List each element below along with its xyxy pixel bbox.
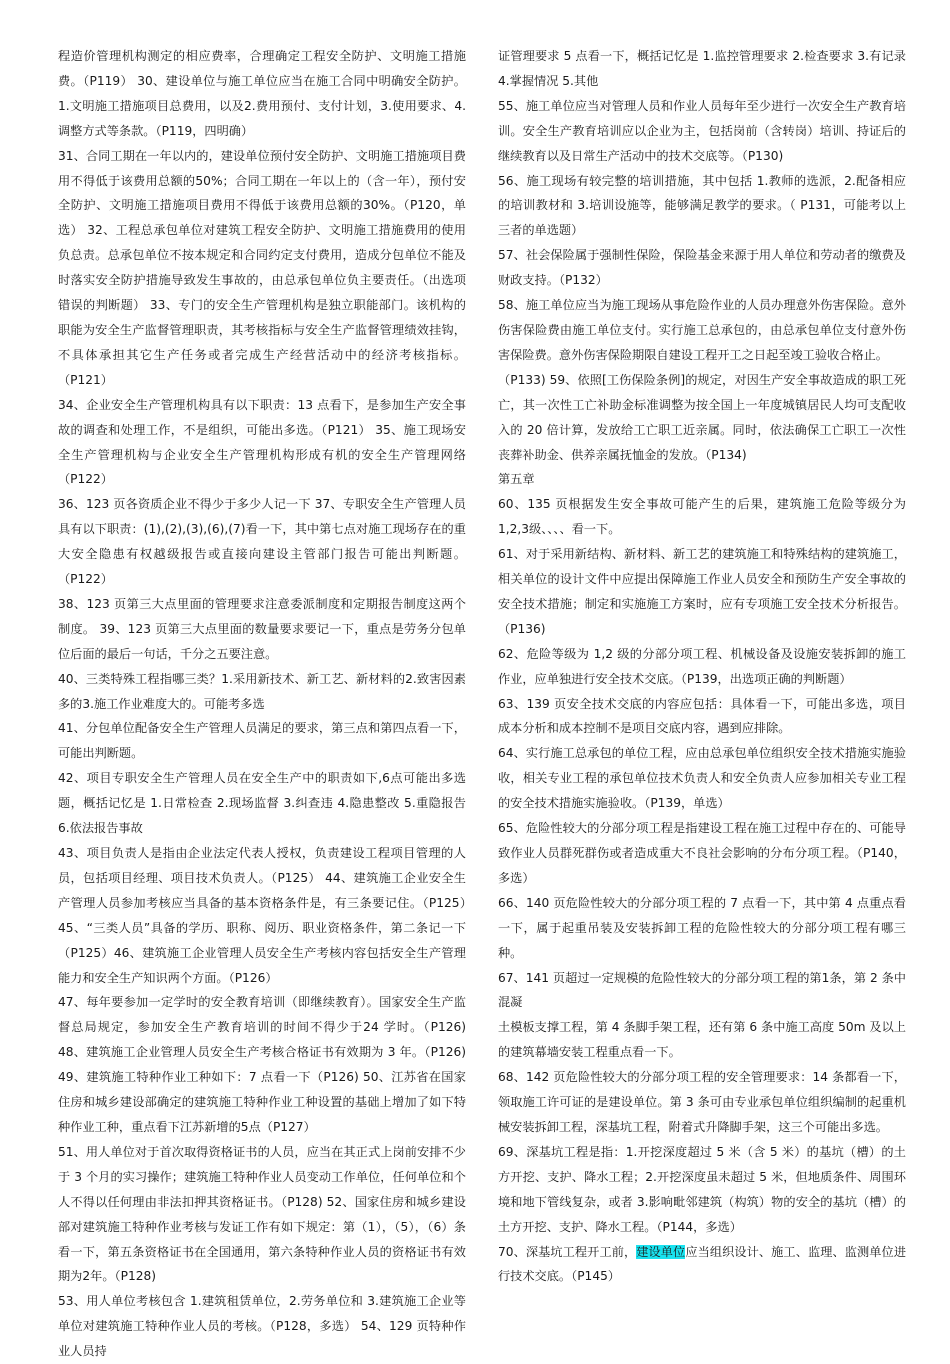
paragraph-last	[498, 1240, 906, 1290]
paragraph: 60、135 页根据发生安全事故可能产生的后果，建筑施工危险等级分为 1,2,3级、、、、看一下。	[498, 497, 906, 537]
paragraph: 58、施工单位应当为施工现场从事危险作业的人员办理意外伤害保险。意外伤害保险费由施工单位支付。实行施工总承包的，由总承包单位支付意外伤害保险费。意外伤害保险期限自建设工程开工之日起至竣工验收合格止。	[498, 298, 906, 362]
paragraph-text: 应当组织设计、施工、监理、监测单位进行技术交底。（P145）	[498, 1244, 907, 1284]
paragraph: （P133) 59、依照[工伤保险条例]的规定，对因生产安全事故造成的职工死亡，其一次性工亡补助金标准调整为按全国上一年度城镇居民人均可支配收入的 20 倍计算，发放给工亡职工近亲属。同时，依法确保工亡职工一次性丧葬补助金、供养亲属抚恤金的发放。（P134)	[498, 372, 906, 462]
document-page	[58, 44, 907, 1359]
paragraph: 36、123 页各资质企业不得少于多少人记一下 37、专职安全生产管理人员具有以下职责：(1),(2),(3),(6),(7)看一下，其中第七点对施工现场存在的重大安全隐患有权越级报告或直接向建设主管部门报告可能出判断题。（P122）	[58, 497, 466, 587]
paragraph: 土模板支撑工程，第 4 条脚手架工程，还有第 6 条中施工高度 50m 及以上的建筑幕墙安装工程重点看一下。	[498, 1020, 906, 1060]
paragraph: 51、用人单位对于首次取得资格证书的人员，应当在其正式上岗前安排不少于 3 个月的实习操作；建筑施工特种作业人员变动工作单位，任何单位和个人不得以任何理由非法扣押其资格证书。（P128) 52、国家住房和城乡建设部对建筑施工特种作业考核与发证工作有如下规定：第（1），（5），（6）条看一下，第五条资格证书在全国通用，第六条特种作业人员的资格证书有效期为2年。（P128)	[58, 1144, 466, 1284]
paragraph: 43、项目负责人是指由企业法定代表人授权，负责建设工程项目管理的人员，包括项目经理、项目技术负责人。（P125） 44、建筑施工企业安全生产管理人员参加考核应当具备的基本资格条件是，有三条要记住。（P125） 45、“三类人员”具备的学历、职称、阅历、职业资格条件，第二条记一下（P125）46、建筑施工企业管理人员安全生产考核内容包括安全生产管理能力和安全生产知识两个方面。（P126）	[58, 846, 483, 985]
paragraph: 65、危险性较大的分部分项工程是指建设工程在施工过程中存在的、可能导致作业人员群死群伤或者造成重大不良社会影响的分布分项工程。（P140，多选）	[498, 821, 906, 885]
paragraph: 68、142 页危险性较大的分部分项工程的安全管理要求：14 条都看一下，领取施工许可证的是建设单位。第 3 条可由专业承包单位组织编制的起重机械安装拆卸工程，深基坑工程，附着式升降脚手架，这三个可能出多选。	[498, 1070, 906, 1134]
right-column	[498, 44, 906, 1324]
paragraph: 31、合同工期在一年以内的，建设单位预付安全防护、文明施工措施项目费用不得低于该费用总额的50%；合同工期在一年以上的（含一年），预付安全防护、文明施工措施项目费用不得低于该费用总额的30%。（P120，单选） 32、工程总承包单位对建筑工程安全防护、文明施工措施费用的使用负总责。总承包单位不按本规定和合同约定支付费用，造成分包单位不能及时落实安全防护措施导致发生事故的，由总承包单位负主要责任。（出选项错误的判断题） 33、专门的安全生产管理机构是独立职能部门。该机构的职能为安全生产监督管理职责，其考核指标与安全生产监督管理绩效挂钩，不具体承担其它生产任务或者完成生产经营活动中的经济考核指标。（P121）	[58, 148, 466, 387]
paragraph: 47、每年要参加一定学时的安全教育培训（即继续教育）。国家安全生产监督总局规定，参加安全生产教育培训的时间不得少于24 学时。（P126) 48、建筑施工企业管理人员安全生产考核合格证书有效期为 3 年。（P126) 49、建筑施工特种作业工种如下：7 点看一下（P126) 50、江苏省在国家住房和城乡建设部确定的建筑施工特种作业工种设置的基础上增加了如下特种作业工种，重点看下江苏新增的5点（P127）	[58, 995, 466, 1134]
left-column	[58, 44, 483, 1359]
paragraph: 57、社会保险属于强制性保险，保险基金来源于用人单位和劳动者的缴费及财政支持。（P132）	[498, 248, 906, 288]
paragraph: 56、施工现场有较完整的培训措施，其中包括 1.教师的选派，2.配备相应的培训教材和 3.培训设施等，能够满足教学的要求。（ P131，可能考以上三者的单选题）	[498, 173, 906, 238]
paragraph: 55、施工单位应当对管理人员和作业人员每年至少进行一次安全生产教育培训。安全生产教育培训应以企业为主，包括岗前（含转岗）培训、持证后的继续教育以及日常生产活动中的技术交底等。（P130)	[498, 98, 906, 163]
highlighted-text: 建设单位	[636, 1244, 686, 1259]
paragraph: 66、140 页危险性较大的分部分项工程的 7 点看一下，其中第 4 点重点看一下，属于起重吊装及安装拆卸工程的危险性较大的分部分项工程有哪三种。	[498, 895, 906, 960]
paragraph: 64、实行施工总承包的单位工程，应由总承包单位组织安全技术措施实施验收，相关专业工程的承包单位技术负责人和安全负责人应参加相关专业工程的安全技术措施实施验收。（P139，单选）	[498, 746, 906, 811]
paragraph: 69、深基坑工程是指：1.开挖深度超过 5 米（含 5 米）的基坑（槽）的土方开挖、支护、降水工程；2.开挖深度虽未超过 5 米，但地质条件、周围环境和地下管线复杂，或者 3.影响毗邻建筑（构筑）物的安全的基坑（槽）的土方开挖、支护、降水工程。（P144，多选）	[498, 1144, 906, 1234]
paragraph: 41、分包单位配备安全生产管理人员满足的要求，第三点和第四点看一下，可能出判断题。	[58, 721, 466, 761]
paragraph: 40、三类特殊工程指哪三类？1.采用新技术、新工艺、新材料的2.致害因素多的3.施工作业难度大的。可能考多选	[58, 671, 466, 711]
paragraph: 63、139 页安全技术交底的内容应包括：具体看一下，可能出多选，项目成本分析和成本控制不是项目交底内容，遇到应排除。	[498, 696, 906, 736]
paragraph-text: 70、深基坑工程开工前，	[498, 1244, 637, 1259]
paragraph: 67、141 页超过一定规模的危险性较大的分部分项工程的第1条，第 2 条中混凝	[498, 970, 906, 1010]
paragraph: 34、企业安全生产管理机构具有以下职责：13 点看下，是参加生产安全事故的调查和处理工作，不是组织，可能出多选。（P121） 35、施工现场安全生产管理机构与企业安全生产管理机构形成有机的安全生产管理网络（P122）	[58, 397, 466, 487]
chapter-heading: 第五章	[498, 472, 535, 487]
paragraph: 38、123 页第三大点里面的管理要求注意委派制度和定期报告制度这两个制度。 39、123 页第三大点里面的数量要求要记一下，重点是劳务分包单位后面的最后一句话，千分之五要注意。	[58, 596, 466, 661]
paragraph: 61、对于采用新结构、新材料、新工艺的建筑施工和特殊结构的建筑施工，相关单位的设计文件中应提出保障施工作业人员安全和预防生产安全事故的安全技术措施；制定和实施施工方案时，应有专项施工安全技术分析报告。（P136)	[498, 547, 906, 636]
paragraph: 证管理要求 5 点看一下，概括记忆是 1.监控管理要求 2.检查要求 3.有记录 4.掌握情况 5.其他	[498, 49, 906, 88]
paragraph: 53、用人单位考核包含 1.建筑租赁单位，2.劳务单位和 3.建筑施工企业等单位对建筑施工特种作业人员的考核。（P128，多选） 54、129 页特种作业人员持	[58, 1294, 466, 1359]
paragraph: 62、危险等级为 1,2 级的分部分项工程、机械设备及设施安装拆卸的施工作业，应单独进行安全技术交底。（P139，出选项正确的判断题）	[498, 646, 906, 686]
paragraph: 42、项目专职安全生产管理人员在安全生产中的职责如下,6点可能出多选题，概括记忆是 1.日常检查 2.现场监督 3.纠查违 4.隐患整改 5.重隐报告 6.依法报告事故	[58, 771, 466, 836]
paragraph: 程造价管理机构测定的相应费率，合理确定工程安全防护、文明施工措施费。（P119） 30、建设单位与施工单位应当在施工合同中明确安全防护。1.文明施工措施项目总费用，以及2.费用预付、支付计划，3.使用要求、4.调整方式等条款。（P119，四明确）	[58, 49, 466, 138]
